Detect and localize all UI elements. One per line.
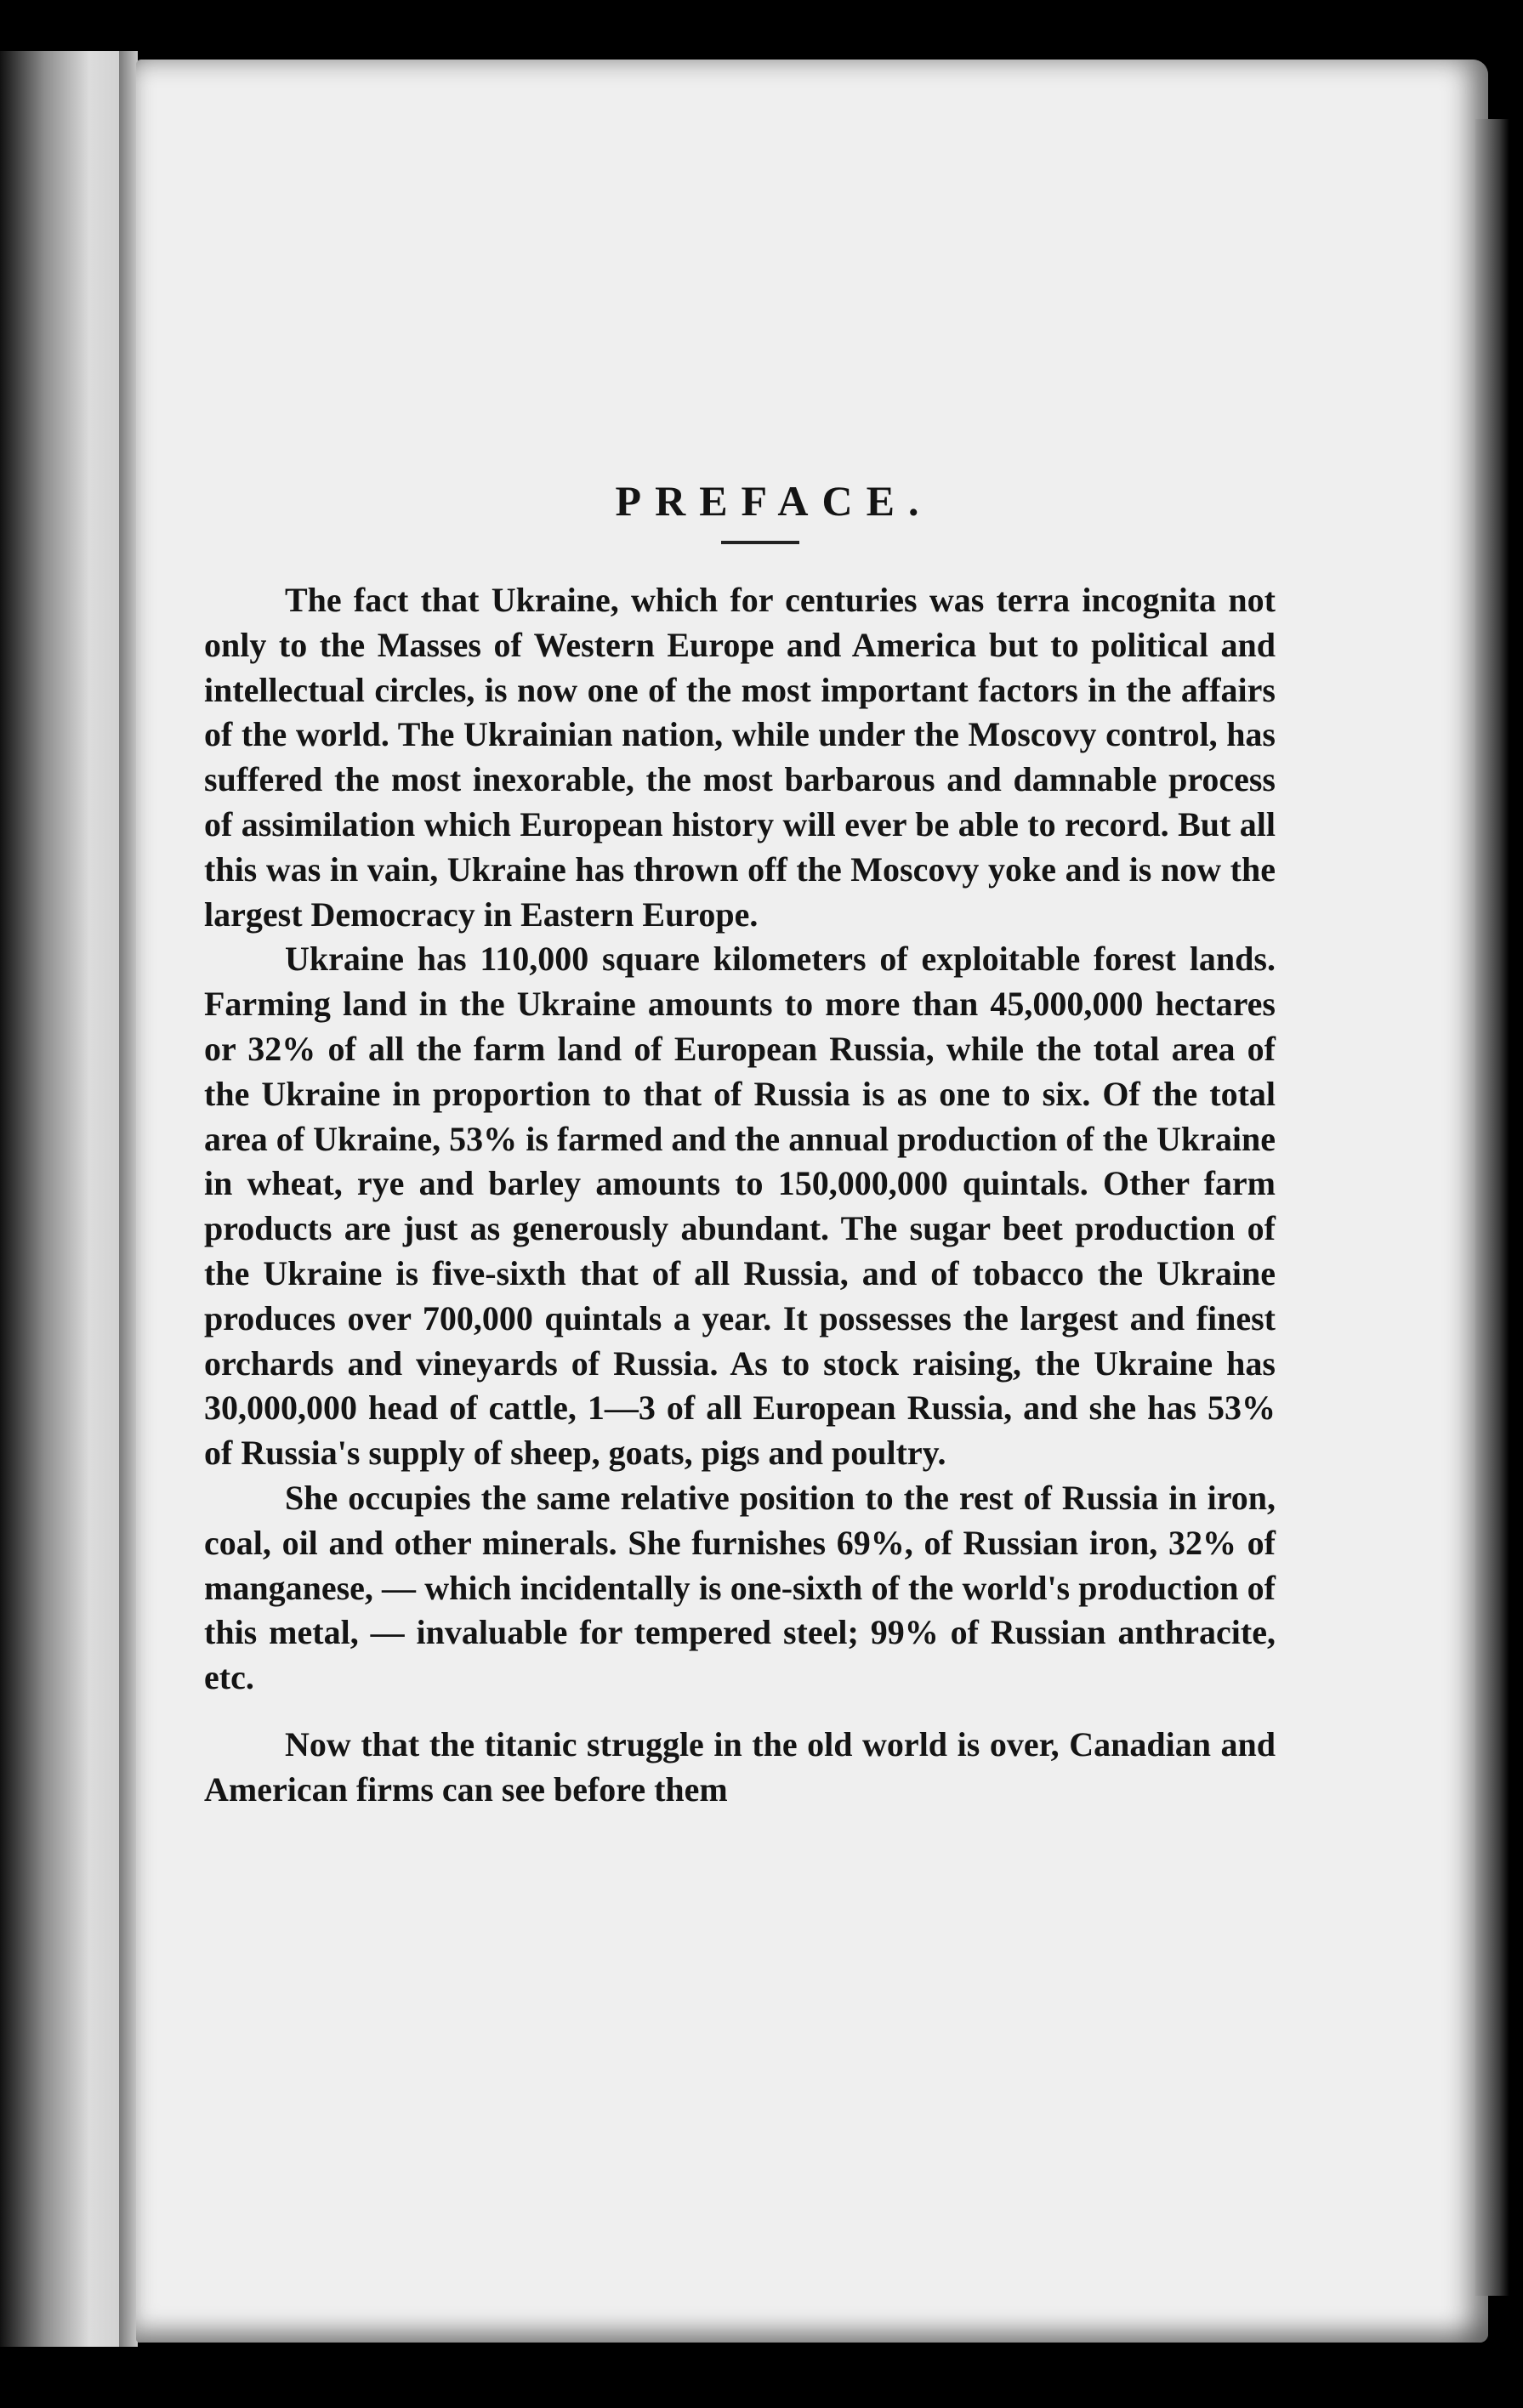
page-title: PREFACE.	[615, 477, 933, 525]
book-gutter	[119, 51, 138, 2347]
paragraph-3: She occupies the same relative position to the rest of Russia in iron, coal, oil and other minerals. She furnishes 69%, of Russian iron, 32% of manganese, — which incidentally is one-sixth of the world's production of this metal, — invaluable for tempered steel; 99% of Russian anthracite, etc.	[204, 1478, 1276, 1697]
page-edge-shadow	[1475, 119, 1509, 2296]
title-divider	[721, 541, 799, 544]
page-content	[204, 476, 1276, 1813]
paragraph-2: Ukraine has 110,000 square kilometers of exploitable forest lands. Farming land in the Ukraine amounts to more than 45,000,000 hectares or 32% of all the farm land of European Russia, while the total area of the Ukraine in proportion to that of Russia is as one to six. Of the total area of Ukraine, 53% is farmed and the annual production of the Ukraine in wheat, rye and barley amounts to 150,000,000 quintals. Other farm products are just as generously abundant. The sugar beet production of the Ukraine is five-sixth that of all Russia, and of tobacco the Ukraine produces over 700,000 quintals a year. It possesses the largest and finest orchards and vineyards of Russia. As to stock raising, the Ukraine has 30,000,000 head of cattle, 1—3 of all European Russia, and she has 53% of Russia's supply of sheep, goats, pigs and poultry.	[204, 940, 1276, 1473]
paragraph-1: The fact that Ukraine, which for centuries was terra incognita not only to the Masses of Western Europe and America but to political and intellectual circles, is now one of the most important factors in the affairs of the world. The Ukrainian nation, while under the Moscovy control, has suffered the most inexorable, the most barbarous and damnable process of assimilation which European history will ever be able to record. But all this was in vain, Ukraine has thrown off the Moscovy yoke and is now the largest Democracy in Eastern Europe.	[204, 581, 1276, 934]
paragraph-4: Now that the titanic struggle in the old world is over, Canadian and American firms can see before them	[204, 1724, 1276, 1809]
facing-page-edge	[0, 51, 128, 2347]
